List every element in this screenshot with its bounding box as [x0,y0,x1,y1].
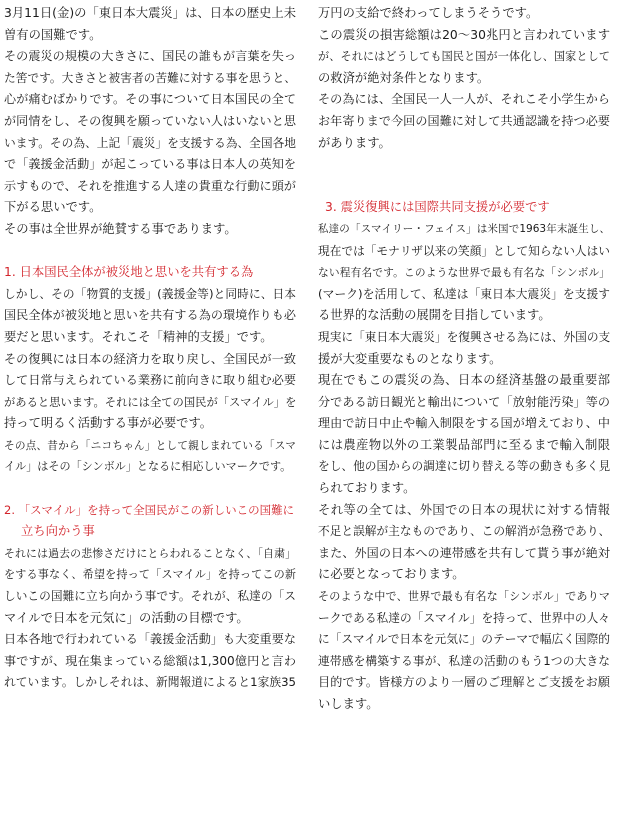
paragraph-line: しいこの国難に立ち向かう事です。それが、私達の「ス [4,589,296,604]
paragraph-line: 持って明るく活動する事が必要です。 [4,416,213,431]
paragraph-line: 援が大変重要なものとなります。 [318,351,502,366]
paragraph-line: 理由で訪日中止や輸入制限をする国が増えており、中 [318,416,610,431]
paragraph-line: ークである私達の「スマイル」を持って、世界中の人々 [318,610,610,625]
blank-line [4,241,296,263]
paragraph-line: で「義援金活動」が起こっている事は日本人の英知を [4,157,296,172]
paragraph-line: その震災の規模の大きさに、国民の誰もが言葉を失っ [4,49,296,64]
paragraph-line: 心が痛むばかりです。その事について日本国民の全て [4,92,296,107]
paragraph-line: の救済が絶対条件となります。 [318,70,490,85]
paragraph-line: をする事なく、希望を持って「スマイル」を持ってこの新 [4,568,296,582]
blank-line [4,478,296,500]
paragraph-line: 3月11日(金)の「東日本大震災」は、日本の歴史上未 [4,6,296,20]
section-heading: 立ち向かう事 [21,524,95,539]
paragraph-line: それには過去の悲惨さだけにとらわれることなく、「自粛」 [4,546,296,560]
paragraph-line: (マーク)を活用して、私達は「東日本大震災」を支援す [318,286,610,301]
paragraph-line: います。その為、上記「震災」を支援する為、全国各地 [4,135,296,150]
paragraph-line: があります。 [318,135,391,150]
paragraph-line: 要だと思います。それこそ「精神的支援」です。 [4,329,273,344]
section-heading: 1. 日本国民全体が被災地と思いを共有する為 [4,265,254,280]
paragraph-line: その事は全世界が絶賛する事であります。 [4,221,237,236]
paragraph-line: に必要となっております。 [318,567,465,582]
paragraph-line: があると思います。それには全ての国民が「スマイル」を [4,395,297,409]
paragraph-line: 国民全体が被災地と思いを共有する為の環境作りも必 [4,308,296,323]
paragraph-line: れています。しかしそれは、新聞報道によると1家族35 [4,675,296,690]
paragraph-line: 曽有の国難です。 [4,27,102,42]
paragraph-line: イル」はその「シンボル」となるに相応しいマークです。 [4,460,292,474]
paragraph-line: 現在でもこの震災の為、日本の経済基盤の最重要部 [318,373,610,388]
right-column [318,3,610,716]
left-column [4,3,296,694]
paragraph-line: 不足と誤解が主なものであり、この解消が急務であり、 [318,524,611,539]
paragraph-line: 下がる思いです。 [4,200,102,215]
paragraph-line: る世界的な活動の展開を目指しています。 [318,308,551,323]
paragraph-line: その復興には日本の経済力を取り戻し、全国民が一致 [4,351,296,366]
blank-line [318,176,610,198]
paragraph-line: られております。 [318,481,416,496]
paragraph-line: には農産物以外の工業製品部門に至るまで輸入制限 [318,437,610,452]
paragraph-line: 日本各地で行われている「義援金活動」も大変重要な [4,632,296,647]
paragraph-line: た筈です。大きさと被害者の苦難に対する事を思うと、 [4,70,296,85]
paragraph-line: 事ですが、現在集まっている総額は1,300億円と言わ [4,653,296,668]
paragraph-line: が、それにはどうしても国民と国が一体化し、国家として [318,50,610,64]
paragraph-line: して日常与えられている業務に前向きに取り組む必要 [4,373,296,388]
paragraph-line: また、外国の日本への連帯感を共有して貰う事が絶対 [318,545,610,560]
paragraph-line: に「スマイルで日本を元気に」のテーマで幅広く国際的 [318,632,610,647]
paragraph-line: その為には、全国民一人一人が、それこそ小学生から [318,92,610,107]
paragraph-line: しかし、その「物質的支援」(義援金等)と同時に、日本 [4,286,296,301]
paragraph-line: 示すもので、それを推進する人達の貴重な行動に頭が [4,178,296,193]
paragraph-line: 連帯感を構築する事が、私達の活動のもう1つの大きな [318,653,610,668]
section-heading: 3. 震災復興には国際共同支援が必要です [325,200,550,215]
paragraph-line: をし、他の国からの調達に切り替える等の動きも多く見 [318,459,611,474]
paragraph-line: 万円の支給で終わってしまうそうです。 [318,6,539,20]
paragraph-line: その点、昔から「ニコちゃん」として親しまれている「スマ [4,438,296,452]
paragraph-line: それ等の全ては、外国での日本の現状に対する情報 [318,502,610,517]
paragraph-line: が同情をし、その復興を願っていない人はいないと思 [4,113,296,128]
paragraph-line: 現在では「モナリザ以来の笑顔」として知らない人はい [318,243,610,258]
paragraph-line: この震災の損害総額は20〜30兆円と言われています [318,27,610,42]
paragraph-line: マイルで日本を元気に」の活動の目標です。 [4,610,249,625]
paragraph-line: 私達の「スマイリー・フェイス」は米国で1963年末誕生し、 [318,222,610,235]
paragraph-line: 分である訪日観光と輸出について「放射能汚染」等の [318,394,610,409]
paragraph-line: 現実に「東日本大震災」を復興させる為には、外国の支 [318,329,611,344]
paragraph-line: 目的です。皆様方のより一層のご理解とご支援をお願 [318,675,610,690]
paragraph-line: いします。 [318,697,379,711]
paragraph-line: そのような中で、世界で最も有名な「シンボル」でありマ [318,590,610,604]
paragraph-line: ない程有名です。このような世界で最も有名な「シンボル」 [318,266,610,280]
paragraph-line: お年寄りまで今回の国難に対して共通認識を持つ必要 [318,113,610,128]
blank-line [318,154,610,176]
section-heading: 2. 「スマイル」を持って全国民がこの新しいこの国難に [4,502,295,517]
